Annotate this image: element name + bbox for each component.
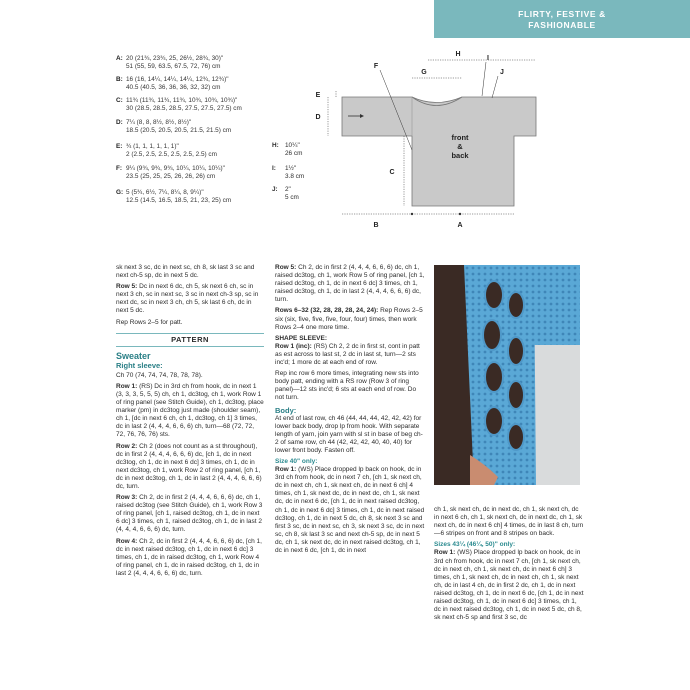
right-sleeve-heading: Right sleeve: — [116, 360, 163, 370]
column-2 — [275, 264, 425, 558]
measurement-c: C: 11¾ (11¾, 11¾, 11¾, 10¾, 10¾, 10¾)" 30 (28.5, 28.5, 28.5, 27.5, 27.5, 27.5) cm — [116, 97, 242, 112]
shape-sleeve-heading: SHAPE SLEEVE: — [275, 334, 328, 342]
sweater-heading: Sweater — [116, 350, 151, 361]
sleeve-photo — [434, 265, 580, 485]
size-40-heading: Size 40" only: — [275, 457, 318, 465]
col1-row4: Row 4: Ch 2, dc in first 2 (4, 4, 4, 6, 6, 6) dc, [ch 1, dc in next raised dc3tog, ch 1, dc in next 6 dc] 3 times, ch 1, dc in raised dc3tog, ch 1, work Row 4 of ring panel, ch 1, dc in raised dc3tog, ch 1, dc in last 2 (4, 4, 4, 6, 6, 6) dc, turn. — [116, 537, 262, 577]
leader-j — [492, 76, 498, 98]
letter-j: J — [500, 69, 504, 76]
letter-g: G — [421, 69, 427, 76]
col3-text1: ch 1, sk next ch, dc in next dc, ch 1, sk next ch, dc in next 6 ch, ch 1, sk next ch, dc in next dc, ch 1, sk next ch, dc in next 6 ch] 4 times, dc in last 8 ch, turn—6 stripes on front and 8 stripes on back. — [434, 506, 584, 538]
letter-d: D — [315, 114, 321, 121]
measurement-j: J: 2" 5 cm — [272, 186, 299, 201]
banner-line-1: FLIRTY, FESTIVE & — [518, 9, 606, 19]
column-3 — [434, 506, 584, 625]
letter-a: A — [457, 222, 463, 229]
measurement-g: G: 5 (5¾, 6½, 7¼, 8¼, 8, 9¼)" 12.5 (14.5, 16.5, 18.5, 21, 23, 25) cm — [116, 189, 232, 204]
size-43-heading: Sizes 43¼ (46¼, 50)" only: — [434, 541, 516, 549]
sweater-schematic — [300, 40, 540, 230]
sweater-shape — [342, 97, 536, 206]
column-1 — [116, 264, 264, 581]
measurement-a: A: 20 (21¾, 23¾, 25, 26½, 28¾, 30)" 51 (55, 59, 63.5, 67.5, 72, 76) cm — [116, 55, 224, 70]
col2-row1: Row 1 (inc): (RS) Ch 2, 2 dc in first st, cont in patt as est across to last st, 2 dc in last st, turn—2 sts inc'd; 1 more dc at each end of row. — [275, 342, 420, 367]
banner-line-2: FASHIONABLE — [528, 20, 596, 30]
body-heading: Body: — [275, 405, 297, 415]
measurement-h: H: 10¼" 26 cm — [272, 142, 303, 157]
col1-row1: Row 1: (RS) Dc in 3rd ch from hook, dc in next 1 (3, 3, 3, 5, 5, 5) ch, ch 1, dc3tog, ch 1, work Row 1 of ring panel (see Stitch Guide), ch 1, dc3tog, place marker (pm) in dc3tog just made (shoulder seam), ch 1, [dc in next 6 ch, ch 1, dc3tog, ch 1] 3 times, dc in last 2 (4, 4, 4, 6, 6, 6) ch, turn—68 (72, 72, 72, 76, 76, 76) sts. — [116, 382, 264, 439]
measurement-b: B: 16 (16, 14¼, 14¼, 14¼, 12¾, 12¾)" 40.5 (40.5, 36, 36, 36, 32, 32) cm — [116, 76, 229, 91]
measurement-e: E: ¾ (1, 1, 1, 1, 1, 1)" 2 (2.5, 2.5, 2.5, 2.5, 2.5, 2.5) cm — [116, 143, 217, 158]
label-back: back — [451, 151, 469, 160]
col2-row5: Row 5: Ch 2, dc in first 2 (4, 4, 4, 6, 6, 6) dc, ch 1, raised dc3tog, ch 1, work Row 5 of ring panel, [ch 1, raised dc3tog, ch 1, dc in next 6 dc] 3 times, ch 1, raised dc3tog, ch 1, dc in last 2 (4, 4, 4, 6, 6, 6) dc, turn. — [275, 264, 425, 304]
measurement-f: F: 9¼ (9¾, 9¾, 9¾, 10¼, 10¼, 10¼)" 23.5 (25, 25, 25, 26, 26, 26) cm — [116, 165, 225, 180]
letter-e: E — [315, 92, 321, 99]
col1-row3: Row 3: Ch 2, dc in first 2 (4, 4, 4, 6, 6, 6) dc, ch 1, raised dc3tog (see Stitch Guide), ch 1, work Row 3 of ring panel, [ch 1, raised dc3tog, ch 1, dc in next 6 dc] 3 times, ch 1, raised dc3tog, ch 1, dc in last 2 (4, 4, 4, 6, 6, 6) dc, turn. — [116, 494, 263, 534]
col1-ch: Ch 70 (74, 74, 74, 78, 78, 78). — [116, 371, 203, 379]
col3-row1: Row 1: (WS) Place dropped lp back on hook, dc in 3rd ch from hook, dc in next 7 ch, [ch 1, sk next ch, dc in next ch, ch 1, sk next ch, dc in next 6 ch] 3 times, ch 1, sk next ch, dc in next ch, ch 1, sk next ch, dc in last 4 ch, dc in first 2 dc, ch 1, dc in next raised dc3tog, ch 1, dc in next 6 dc, [ch 1, dc in next raised dc3tog, ch 1, dc in next 6 dc] 3 times, ch 1, dc in next raised dc3tog, ch 1, dc in next 5 dc, ch 8, sk next ch-5 sp and first 3 sc, dc — [434, 549, 584, 622]
dim-dot-a — [459, 213, 461, 215]
pattern-heading: PATTERN — [116, 333, 264, 347]
col2-body-text: At end of last row, ch 46 (44, 44, 44, 42, 42, 42) for lower back body, drop lp from hook. With separate length of yarn, join yarn with sl st in base of beg ch-2 of same row, ch 44 (42, 42, 42, 40, 40, 40) for lower front body. Fasten off. — [275, 414, 423, 454]
dim-dot-b — [411, 213, 413, 215]
letter-h: H — [455, 51, 461, 58]
letter-b: B — [373, 222, 379, 229]
measurement-i: I: 1½" 3.8 cm — [272, 165, 305, 180]
label-front: front — [451, 133, 469, 142]
col2-row1b: Row 1: (WS) Place dropped lp back on hook, dc in 3rd ch from hook, dc in next 7 ch, [ch 1, sk next ch, dc in next ch, ch 1, sk next ch, dc in next 6 ch] 4 times, ch 1, sk next dc, dc in next dc, ch 1, sk next dc, dc in next 6 dc, [ch 1, dc in next raised dc3tog, ch 1, dc in next 6 dc] 3 times, ch 1, dc in next raised dc3tog, ch 1, dc in next 5 dc, ch 8, sk next 3 sc and first 3 sc, dc in next sc, ch 3, sk next 3 sc, dc in next sc, ch 8, sk last 3 sc and next ch-5 sp, dc in next 5 dc, ch 1, sk next dc, dc in next raised dc3tog, ch 1, dc in next 6 dc, [ch 1, dc in next — [275, 466, 425, 554]
letter-c: C — [389, 169, 395, 176]
col2-rows6: Rows 6–32 (32, 28, 28, 28, 24, 24): Rep Rows 2–5 six (six, five, five, five, four, four) times, then work Rows 2–4 one more time. — [275, 307, 423, 331]
col1-row2: Row 2: Ch 2 (does not count as a st throughout), dc in first 2 (4, 4, 4, 6, 6, 6) dc, [ch 1, dc in next dc3tog, ch 1, dc in next 6 dc] 3 times, ch 1, dc in next dc3tog, ch 1, work Row 2 of ring panel, [ch 1, dc in next dc3tog, ch 1, dc in last 2 (4, 4, 4, 6, 6, 6) dc, turn. — [116, 442, 262, 490]
col1-intro: sk next 3 sc, dc in next sc, ch 8, sk last 3 sc and next ch-5 sp, dc in next 5 dc. — [116, 264, 255, 280]
col1-rep: Rep Rows 2–5 for patt. — [116, 318, 183, 326]
label-amp: & — [457, 142, 463, 151]
measurement-d: D: 7¼ (8, 8, 8½, 8½, 8½)" 18.5 (20.5, 20.5, 20.5, 21.5, 21.5) cm — [116, 119, 232, 134]
section-banner — [434, 0, 690, 38]
col1-row5: Row 5: Dc in next 6 dc, ch 5, sk next 6 ch, sc in next 3 ch, sc in next sc, 3 sc in next ch-3 sp, sc in next dc, sc in next 3 ch, ch 5, sk last 6 ch, dc in next 5 dc. — [116, 283, 259, 315]
leader-i — [482, 62, 486, 96]
sleeve-photo-art — [434, 265, 580, 485]
letter-f: F — [373, 63, 379, 70]
letter-i: I — [487, 55, 489, 62]
col2-rep: Rep inc row 6 more times, integrating new sts into body patt, ending with a RS row (Row 3 of ring panel)—12 sts inc'd; 6 sts at each end of row. Do not turn. — [275, 370, 419, 402]
